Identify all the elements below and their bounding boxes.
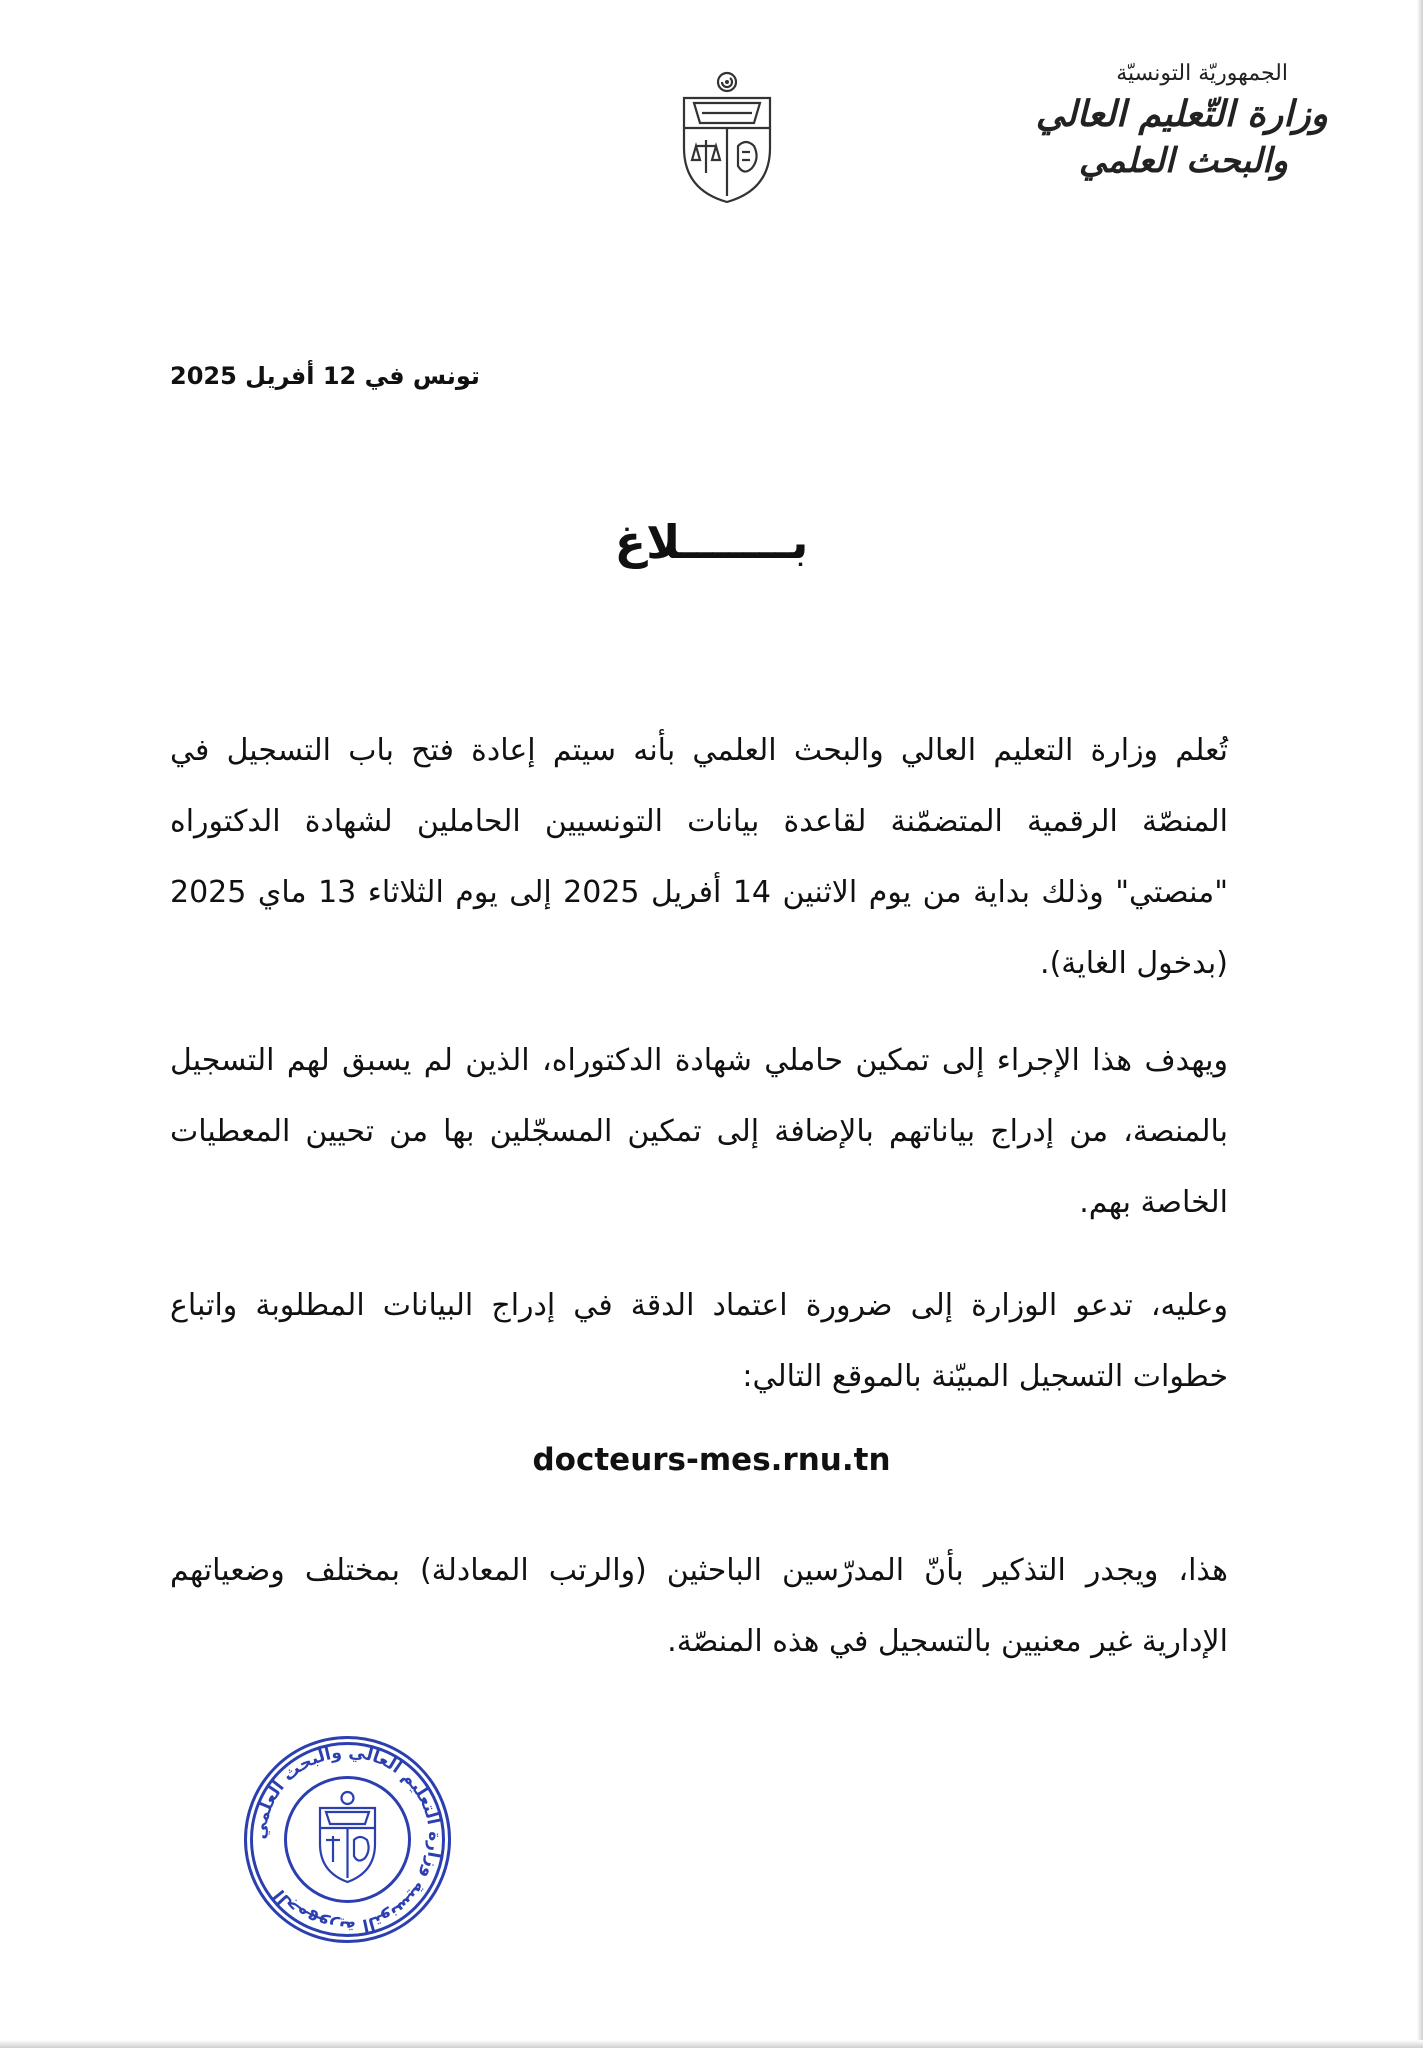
ministry-letterhead [998,58,1328,184]
seal-text: الجمهورية التونسية وزارة التعليم العالي والبحث العلمي [250,1742,445,1937]
ministry-name-line2: والبحث العلمي [1078,141,1288,181]
paragraph-reminder: هذا، ويجدر التذكير بأنّ المدرّسين الباحثين (والرتب المعادلة) بمختلف وضعياتهم الإدارية غير معنيين بالتسجيل في هذه المنصّة. [170,1553,1228,1659]
scan-edge-right [1417,0,1423,2048]
ministry-name-line1: وزارة التّعليم العالي [1035,93,1328,135]
document-title: بـــــــلاغ [614,515,809,569]
ministry-seal-stamp-icon [240,1732,455,1947]
document-date: تونس في 12 أفريل 2025 [170,362,480,390]
registration-website-link[interactable]: docteurs-mes.rnu.tn [532,1442,891,1478]
scan-edge-bottom [0,2040,1423,2048]
paragraph-purpose: ويهدف هذا الإجراء إلى تمكين حاملي شهادة الدكتوراه، الذين لم يسبق لهم التسجيل بالمنصة، من إدراج بياناتهم بالإضافة إلى تمكين المسجّلين بها من تحيين المعطيات الخاصة بهم. [170,1043,1228,1220]
paragraph-instructions: وعليه، تدعو الوزارة إلى ضرورة اعتماد الدقة في إدراج البيانات المطلوبة واتباع خطوات التسجيل المبيّنة بالموقع التالي: [170,1288,1228,1394]
tunisia-coat-of-arms-icon [672,68,782,208]
republic-name: الجمهوريّة التونسيّة [1116,61,1288,86]
paragraph-announcement: تُعلم وزارة التعليم العالي والبحث العلمي بأنه سيتم إعادة فتح باب التسجيل في المنصّة الرقمية المتضمّنة لقاعدة بيانات التونسيين الحاملين لشهادة الدكتوراه "منصتي" وذلك بداية من يوم الاثنين 14 أفريل 2025 إلى يوم الثلاثاء 13 ماي 2025 (بدخول الغاية). [170,733,1228,981]
